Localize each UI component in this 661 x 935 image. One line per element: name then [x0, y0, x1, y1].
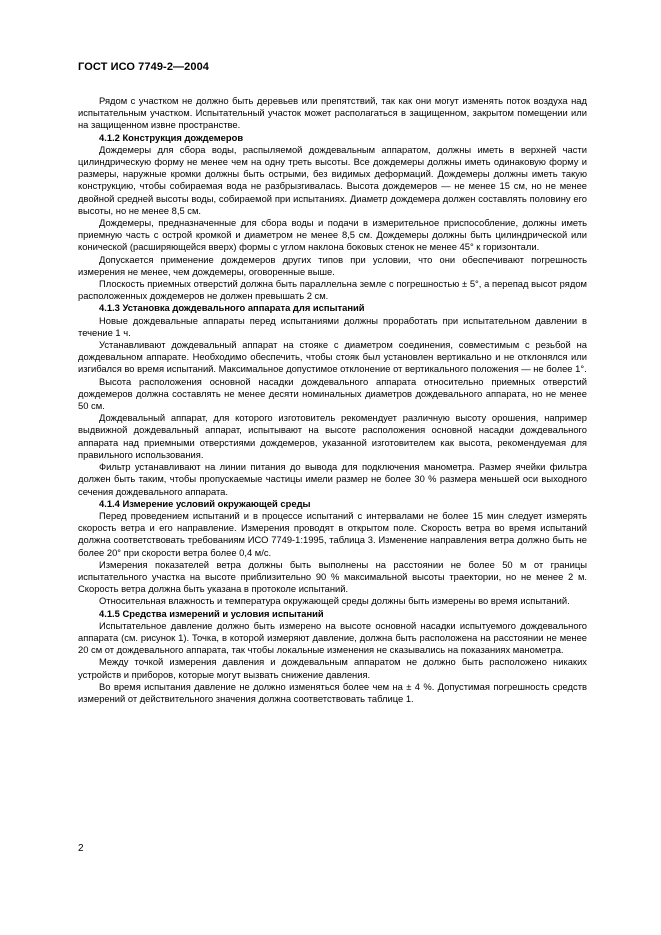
- document-header: ГОСТ ИСО 7749-2—2004: [78, 61, 210, 73]
- paragraph: Плоскость приемных отверстий должна быть параллельна земле с погрешностью ± 5°, а перепад высот рядом расположенных дождемеров не должен превышать 2 см.: [78, 278, 587, 302]
- paragraph: Между точкой измерения давления и дождевальным аппаратом не должно быть расположено никаких устройств и приборов, которые могут вызвать снижение давления.: [78, 656, 587, 680]
- paragraph: Дождемеры для сбора воды, распыляемой дождевальным аппаратом, должны иметь в верхней части цилиндрическую форму не менее чем на одну треть высоты. Все дождемеры должны иметь одинаковую форму и размеры, наружные кромки должны быть острыми, без видимых деформаций. Дождемеры должны иметь такую конструкцию, чтобы собираемая вода не разбрызгивалась. Высота дождемеров — не менее 15 см, но не менее двойной средней высоты воды, собираемой при испытаниях. Диаметр дождемера должен составлять половину его высоты, но не менее 8,5 см.: [78, 143, 587, 216]
- paragraph: Фильтр устанавливают на линии питания до вывода для подключения манометра. Размер ячейки фильтра должен быть таким, чтобы пропускаемые частицы имели размер не более 30 % размера меньшей оси выходного сечения дождевального аппарата.: [78, 461, 587, 497]
- paragraph: Относительная влажность и температура окружающей среды должны быть измерены во время испытаний.: [99, 595, 570, 607]
- document-body: [78, 95, 587, 705]
- section-heading-4-1-4: 4.1.4 Измерение условий окружающей среды: [99, 497, 311, 509]
- paragraph: Перед проведением испытаний и в процессе испытаний с интервалами не более 15 мин следует измерять скорость ветра и его направление. Измерения проводят в открытом поле. Скорость ветра во время испытаний должна соответствовать требованиям ИСО 7749-1:1995, таблица 3. Изменение направления ветра должно быть не более 20° при скорости ветра более 0,4 м/с.: [78, 509, 587, 558]
- section-heading-4-1-5: 4.1.5 Средства измерений и условия испытаний: [99, 607, 324, 619]
- paragraph: Высота расположения основной насадки дождевального аппарата относительно приемных отверстий дождемеров должна составлять не менее десяти номинальных диаметров дождевального аппарата, но не менее 50 см.: [78, 375, 587, 412]
- paragraph: Дождемеры, предназначенные для сбора воды и подачи в измерительное приспособление, должны иметь приемную часть с острой кромкой и диаметром не менее 8,5 см. Дождемеры должны быть цилиндрической или конической (расширяющейся вверх) формы с углом наклона боковых стенок не менее 45° к горизонтали.: [78, 217, 587, 253]
- page-number: 2: [78, 843, 84, 854]
- paragraph: Измерения показателей ветра должны быть выполнены на расстоянии не более 50 м от границы испытательного участка на высоте приблизительно 90 % максимальной высоты траектории, но не менее 2 м. Скорость ветра должна быть указана в протоколе испытаний.: [78, 558, 587, 595]
- section-heading-4-1-2: 4.1.2 Конструкция дождемеров: [99, 131, 244, 143]
- section-heading-4-1-3: 4.1.3 Установка дождевального аппарата для испытаний: [99, 302, 365, 314]
- paragraph: Устанавливают дождевальный аппарат на стояке с диаметром соединения, совместимым с резьбой на дождевальном аппарате. Необходимо обеспечить, чтобы стояк был установлен вертикально и не отклонялся или изгибался во время испытаний. Максимальное допустимое отклонение от вертикального положения — не более 1°.: [78, 339, 587, 375]
- paragraph: Во время испытания давление не должно изменяться более чем на ± 4 %. Допустимая погрешность средств измерений от действительного значения должна соответствовать таблице 1.: [78, 680, 587, 704]
- paragraph: Допускается применение дождемеров других типов при условии, что они обеспечивают погрешность измерения не менее, чем дождемеры, оговоренные выше.: [78, 253, 587, 277]
- paragraph: Новые дождевальные аппараты перед испытаниями должны проработать при испытательном давлении в течение 1 ч.: [78, 314, 587, 338]
- paragraph: Испытательное давление должно быть измерено на высоте основной насадки испытуемого дождевального аппарата (см. рисунок 1). Точка, в которой измеряют давление, должна быть расположена на расстоянии не менее 20 см от дождевального аппарата, так чтобы локальные изменения не сказывались на показаниях манометра.: [78, 619, 587, 656]
- paragraph: Дождевальный аппарат, для которого изготовитель рекомендует различную высоту орошения, например выдвижной дождевальный аппарат, испытывают на высоте расположения основной насадки дождевального аппарата над приемными отверстиями дождемеров, указанной изготовителем как высота, рекомендуемая для правильного использования.: [78, 412, 587, 460]
- paragraph: Рядом с участком не должно быть деревьев или препятствий, так как они могут изменять поток воздуха над испытательным участком. Испытательный участок может располагаться в защищенном, закрытом помещении или на защищенном извне пространстве.: [78, 95, 587, 131]
